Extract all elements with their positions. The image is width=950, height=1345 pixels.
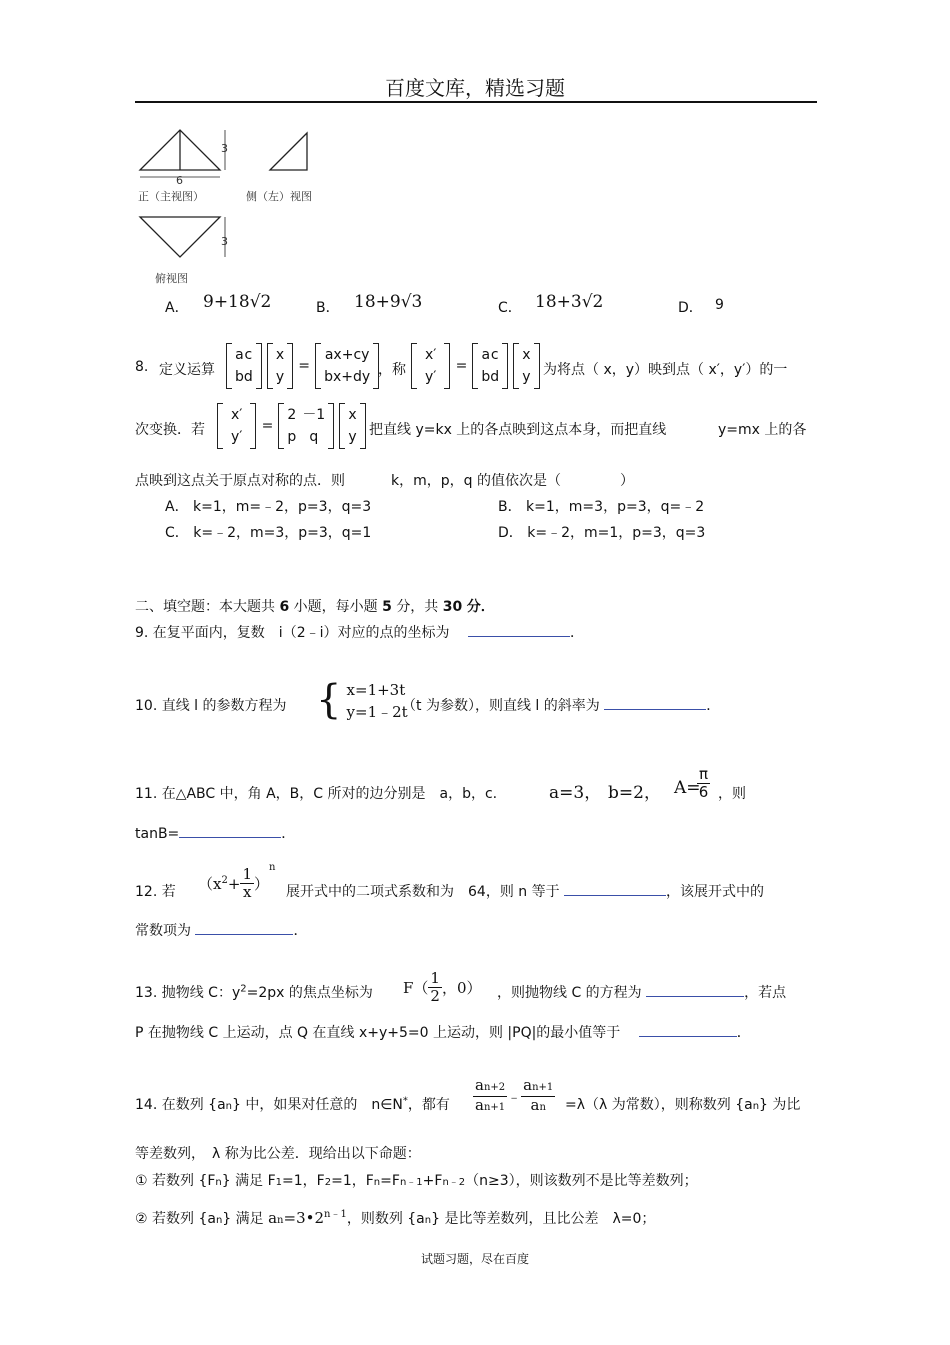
q8-text-7: 点映到这点关于原点对称的点．则 bbox=[135, 473, 345, 489]
q8-option-a: A． k=1，m=﹣2，p=3，q=3 bbox=[165, 499, 372, 515]
q11-a: a=3， bbox=[549, 783, 602, 803]
q7-option-b-label: B． bbox=[316, 300, 340, 316]
q10-system: { x=1+3t y=1﹣2t bbox=[316, 677, 408, 723]
q7-option-a: 9+18√2 bbox=[203, 292, 272, 312]
q11-text-1: 11. 在△ABC 中，角 A，B，C 所对的边分别是 a，b，c. bbox=[135, 786, 498, 802]
q7-option-d-label: D． bbox=[678, 300, 703, 316]
question-12: 展开式中的二项式系数和为 64，则 n 等于 ，该展开式中的 bbox=[286, 881, 764, 901]
q8-text-9: ） bbox=[620, 473, 634, 489]
q12-answer-blank-n[interactable] bbox=[564, 881, 666, 896]
q7-option-c: 18+3√2 bbox=[535, 292, 604, 312]
front-view-label: 正（主视图） bbox=[138, 190, 204, 203]
header-rule bbox=[135, 101, 817, 103]
q8-option-b: B． k=1，m=3，p=3，q=﹣2 bbox=[498, 499, 705, 515]
q10-text-1: 10. 直线 l 的参数方程为 bbox=[135, 698, 287, 714]
q11-pi-over-6: $\frac{\pi}{6}$ bbox=[698, 765, 709, 801]
side-view-label: 侧（左）视图 bbox=[246, 190, 312, 203]
q14-text-2: =λ（λ 为常数），则称数列 {an} 为比 bbox=[565, 1097, 801, 1113]
q11-answer-blank[interactable] bbox=[179, 823, 281, 838]
page-header: 百度文库，精选习题 bbox=[385, 76, 565, 100]
q8-option-c: C． k=﹣2，m=3，p=3，q=1 bbox=[165, 525, 372, 541]
top-view-label: 俯视图 bbox=[155, 272, 188, 285]
q8-text-4: 次变换．若 bbox=[135, 422, 205, 438]
dim-height-2: 3 bbox=[221, 235, 228, 248]
q11-text-2: ，则 bbox=[718, 786, 746, 802]
q7-option-a-label: A． bbox=[165, 300, 189, 316]
q13-focus: F（ $\frac{1}{2}$ ，0） bbox=[403, 969, 482, 1005]
q8-text-2: ，称 bbox=[378, 362, 406, 378]
q12-answer-blank-constant[interactable] bbox=[195, 920, 293, 935]
q14-text-1: 14. 在数列 {an} 中，如果对任意的 n∈N*，都有 bbox=[135, 1095, 450, 1113]
q9-answer-blank[interactable] bbox=[468, 622, 570, 637]
side-view bbox=[270, 133, 307, 170]
q14-proposition-2: ② 若数列 {an} 满足 $an=3•2^{n﹣1}$，则数列 {an} 是比等差数列，且比公差 λ=0； bbox=[135, 1209, 656, 1227]
q7-option-d: 9 bbox=[715, 297, 724, 313]
q8-option-d: D． k=﹣2，m=1，p=3，q=3 bbox=[498, 525, 706, 541]
three-view-figure bbox=[135, 125, 335, 285]
q8-text-1: 定义运算 bbox=[159, 362, 215, 378]
q8-text-3: 为将点（ x，y）映到点（ x′，y′）的一 bbox=[543, 362, 788, 378]
q13-answer-blank-equation[interactable] bbox=[646, 982, 744, 997]
section-2-heading: 二、填空题：本大题共 6 小题，每小题 5 分，共 30 分． bbox=[135, 599, 495, 615]
q7-option-b: 18+9√3 bbox=[354, 292, 423, 312]
q14-proposition-1: ① 若数列 {Fn} 满足 F1=1，F2=1，Fn=Fn﹣1+Fn﹣2（n≥3），则该数列不是比等差数列； bbox=[135, 1173, 698, 1189]
q10-answer-blank[interactable] bbox=[604, 695, 706, 710]
q8-text-6: y=mx 上的各 bbox=[718, 422, 807, 438]
q8-matrix-transform: x′ y′ = 2 －1 p q x y bbox=[217, 403, 366, 449]
q8-matrix-map: x′ y′ = a c b d x y bbox=[411, 343, 540, 389]
q14-text-3: 等差数列， λ 称为比公差．现给出以下命题： bbox=[135, 1146, 421, 1162]
question-12-line-2: 常数项为 ． bbox=[135, 920, 307, 940]
q8-number: 8. bbox=[135, 359, 149, 375]
q13-text-1: 13. 抛物线 C：$y^2=2px$ 的焦点坐标为 bbox=[135, 983, 373, 1001]
q7-option-c-label: C． bbox=[498, 300, 522, 316]
q13-answer-blank-min[interactable] bbox=[639, 1022, 737, 1037]
dim-width: 6 bbox=[176, 174, 183, 187]
q14-definition-fraction: $\frac{an+2}{an+1}$ ﹣ $\frac{an+1}{an}$ bbox=[475, 1076, 554, 1114]
q12-text-1: 12. 若 bbox=[135, 884, 176, 900]
top-view bbox=[140, 217, 225, 257]
q8-matrix-abcd: a c b d x y = ax+cy bx+dy bbox=[226, 343, 379, 389]
page-footer: 试题习题，尽在百度 bbox=[420, 1252, 529, 1266]
q8-text-5: 把直线 y=kx 上的各点映到这点本身，而把直线 bbox=[369, 422, 667, 438]
q12-expression: （$x^2+$ $\frac{1}{x}$ ）$^n$ bbox=[198, 861, 276, 901]
question-10: （t 为参数），则直线 l 的斜率为 ． bbox=[402, 695, 720, 715]
question-13-line-2: P 在抛物线 C 上运动，点 Q 在直线 x+y+5=0 上运动，则 |PQ|的最小值等于 ． bbox=[135, 1022, 751, 1042]
q11-angle: A= bbox=[674, 778, 701, 798]
q8-text-8: k，m，p，q 的值依次是（ bbox=[391, 473, 561, 489]
dim-height: 3 bbox=[221, 142, 228, 155]
front-view bbox=[140, 130, 225, 177]
q11-b: b=2， bbox=[608, 783, 661, 803]
question-11-answer: tanB= ． bbox=[135, 823, 295, 843]
question-13: ，则抛物线 C 的方程为 ，若点 bbox=[497, 982, 786, 1002]
question-9: 9. 在复平面内，复数 i（2﹣i）对应的点的坐标为 ． bbox=[135, 622, 584, 642]
